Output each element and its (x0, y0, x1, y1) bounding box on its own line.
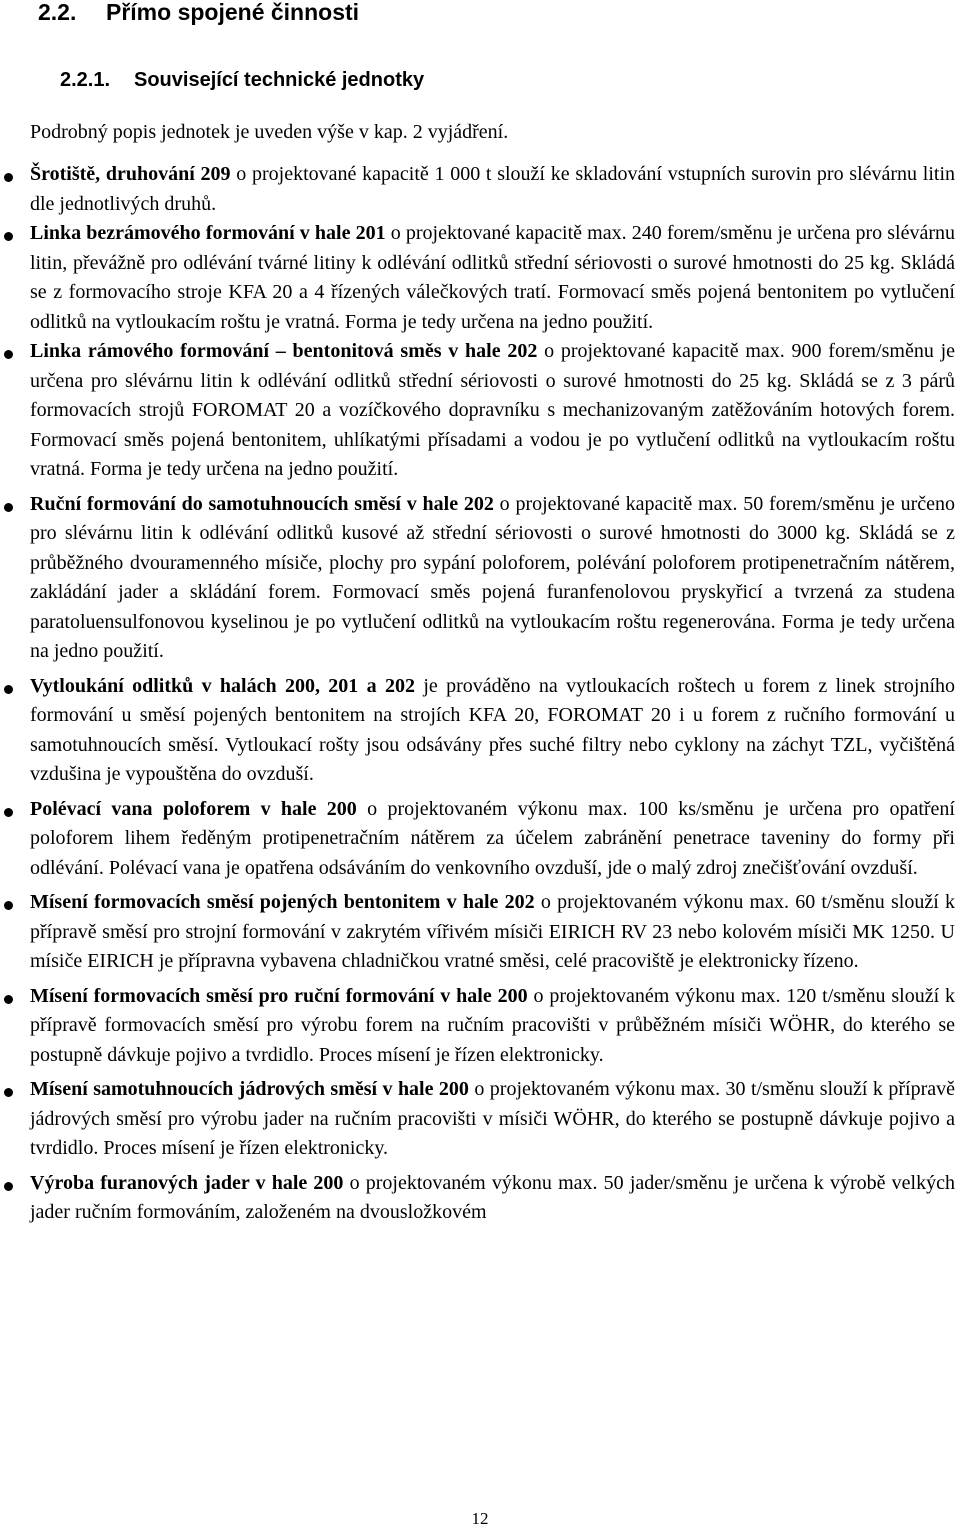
item-lead: Mísení formovacích směsí pojených bentonitem v hale 202 (30, 891, 535, 913)
section-number: 2.2. (38, 0, 77, 25)
subsection-number: 2.2.1. (60, 69, 111, 91)
item-lead: Linka bezrámového formování v hale 201 (30, 222, 386, 244)
bullet-icon (4, 232, 13, 241)
item-lead: Výroba furanových jader v hale 200 (30, 1171, 344, 1194)
bullet-icon (4, 995, 13, 1004)
bullet-icon (4, 1088, 13, 1097)
section-title: Přímo spojené činnosti (106, 0, 360, 25)
bullet-icon (4, 350, 13, 359)
intro-paragraph: Podrobný popis jednotek je uveden výše v kap. 2 vyjádření. (30, 121, 509, 143)
list-item (0, 337, 955, 485)
list-item (0, 219, 955, 337)
item-text: o projektované kapacitě max. 900 forem/směnu je určena pro slévárnu litin k odlévání odlitků střední sériovosti o surové hmotnosti do 25 kg. Skládá se z 3 párů formovacích strojů FOROMAT 20 a vozíčkového dopravníku s mechanizovaným zatěžováním hotových forem. Formovací směs pojená bentonitem, uhlíkatými přísadami a vodou je po vytlučení odlitků na vytloukacím roštu vratná. Forma je tedy určena na jedno použití. (30, 340, 956, 480)
subsection-heading (60, 66, 424, 94)
section-heading (38, 0, 359, 27)
item-text: o projektovaném výkonu max. 50 jader/směnu je určena k výrobě velkých jader ručním formováním, založeném na dvousložkovém (30, 1171, 955, 1223)
bullet-icon (4, 173, 13, 182)
item-text: o projektovaném výkonu max. 100 ks/směnu je určena pro opatření poloforem lihem ředěným protipenetračním nátěrem za účelem zabránění penetrace taveniny do formy při odlévání. Polévací vana je opatřena odsáváním do venkovního ovzduší, jde o malý zdroj znečišťování ovzduší. (30, 797, 955, 879)
item-lead: Mísení samotuhnoucích jádrových směsí v hale 200 (30, 1078, 469, 1100)
item-lead: Šrotiště, druhování 209 (30, 163, 231, 185)
bullet-icon (4, 685, 13, 694)
item-lead: Polévací vana poloforem v hale 200 (30, 797, 357, 820)
list-item (0, 982, 955, 1071)
page-number: 12 (471, 1509, 489, 1528)
item-text: o projektované kapacitě max. 50 forem/směnu je určeno pro slévárnu litin k odlévání odlitků kusové až střední sériovosti o surové hmotnosti do 3000 kg. Skládá se z průběžného dvouramenného mísiče, plochy pro sypání poloforem, polévání poloforem protipenetračním nátěrem, zakládání jader a skládání forem. Formovací směs pojená furanfenolovou pryskyřicí a tvrzená za studena paratoluensulfonovou kyselinou je po vytlučení odlitků na vytloukacím roštu regenerována. Forma je tedy určena na jedno použití. (30, 492, 955, 662)
item-lead: Linka rámového formování – bentonitová směs v hale 202 (30, 340, 538, 362)
list-item (0, 490, 955, 667)
list-item (0, 160, 955, 219)
unit-list (0, 160, 960, 1228)
item-text: o projektované kapacitě 1 000 t slouží ke skladování vstupních surovin pro slévárnu litin dle jednotlivých druhů. (30, 163, 956, 215)
item-text: o projektovaném výkonu max. 120 t/směnu slouží k přípravě formovacích směsí pro výrobu forem na ručním pracovišti v průběžném mísiči WÖHR, do kterého se postupně dávkuje pojivo a tvrdidlo. Proces mísení je řízen elektronicky. (30, 984, 955, 1066)
item-lead: Mísení formovacích směsí pro ruční formování v hale 200 (30, 984, 528, 1007)
list-item (0, 795, 955, 884)
item-text: o projektovaném výkonu max. 30 t/směnu slouží k přípravě jádrových směsí pro výrobu jader na ručním pracovišti v mísiči WÖHR, do kterého se postupně dávkuje pojivo a tvrdidlo. Proces mísení je řízen elektronicky. (30, 1078, 955, 1159)
bullet-icon (4, 901, 13, 910)
list-item (0, 1075, 955, 1164)
bullet-icon (4, 503, 13, 512)
list-item (0, 1169, 955, 1228)
subsection-title: Související technické jednotky (134, 69, 425, 91)
item-lead: Ruční formování do samotuhnoucích směsí v hale 202 (30, 492, 494, 515)
bullet-icon (4, 808, 13, 817)
list-item (0, 672, 955, 790)
bullet-icon (4, 1182, 13, 1191)
item-lead: Vytloukání odlitků v halách 200, 201 a 202 (30, 674, 416, 697)
list-item (0, 888, 955, 977)
item-text: o projektovaném výkonu max. 60 t/směnu slouží k přípravě směsí pro strojní formování v zakrytém vířivém mísiči EIRICH RV 23 nebo kolovém mísiči MK 1250. U mísiče EIRICH je přípravna vybavena chladničkou vratné směsi, celé pracoviště je elektronicky řízeno. (30, 891, 955, 972)
item-text: je prováděno na vytloukacích roštech u forem z linek strojního formování u směsí pojených bentonitem na strojích KFA 20, FOROMAT 20 i u forem z ručního formování u samotuhnoucích směsí. Vytloukací rošty jsou odsávány přes suché filtry nebo cyklony na záchyt TZL, vyčištěná vzdušina je vypouštěna do ovzduší. (30, 674, 956, 785)
item-text: o projektované kapacitě max. 240 forem/směnu je určena pro slévárnu litin, převážně pro odlévání tvárné litiny k odlévání odlitků střední sériovosti o surové hmotnosti do 25 kg. Skládá se z formovacího stroje KFA 20 a 4 řízených válečkových tratí. Formovací směs pojená bentonitem po vytlučení odlitků na vytloukacím roštu je vratná. Forma je tedy určena na jedno použití. (30, 222, 955, 333)
